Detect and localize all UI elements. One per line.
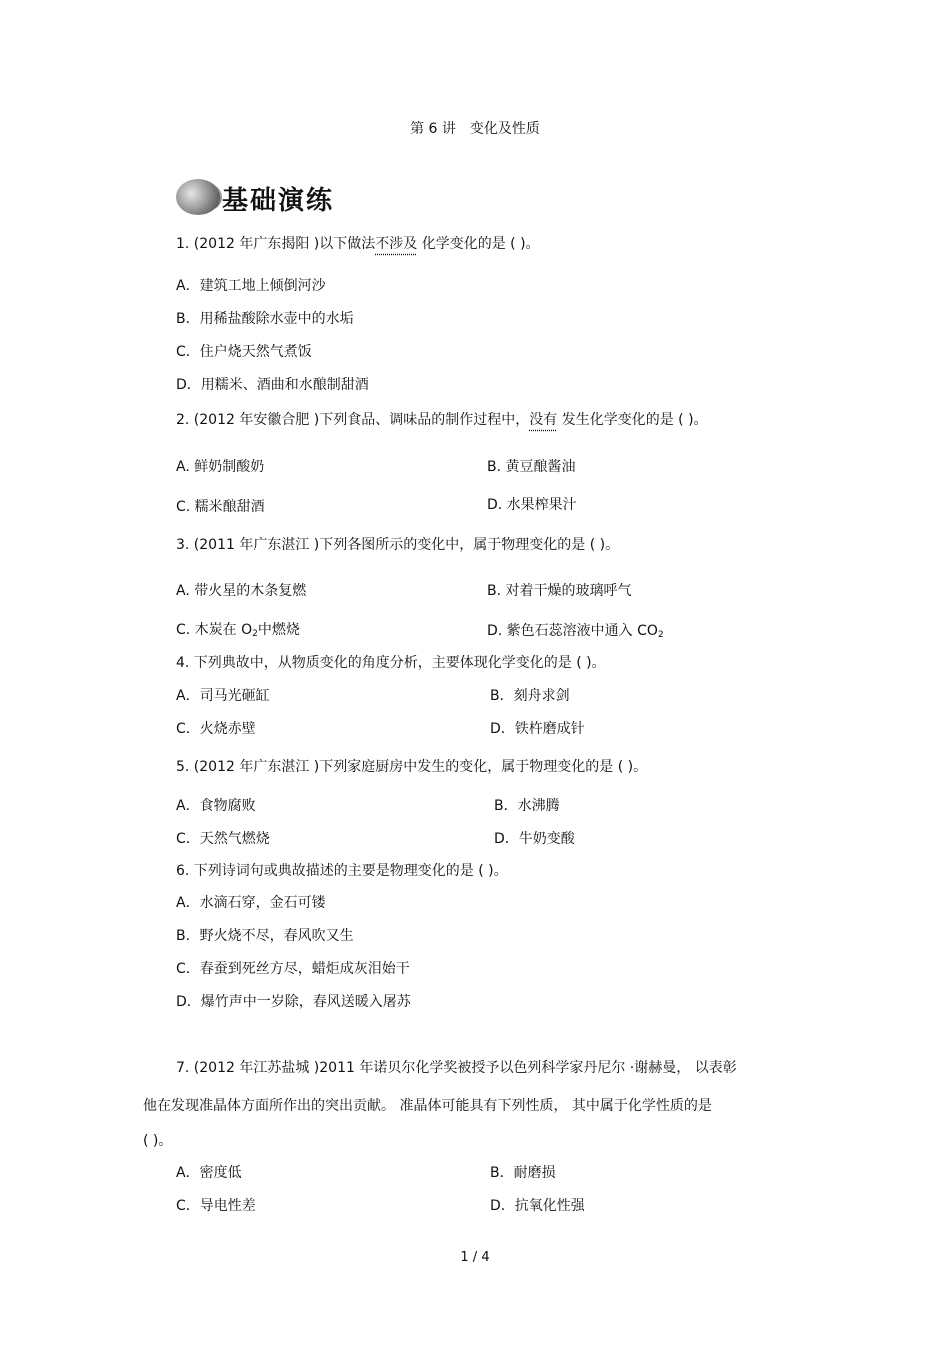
question-2-stem: [176, 409, 708, 429]
question-2-option-a: A. 鲜奶制酸奶: [176, 459, 265, 475]
banner-title: 基础演练: [222, 186, 335, 216]
subscript: 2: [657, 630, 664, 640]
question-7-option-d: D．抗氧化性强: [490, 1198, 585, 1214]
subscript: 2: [252, 629, 258, 639]
question-4-option-c: C．火烧赤壁: [176, 721, 256, 737]
question-5-option-a: A．食物腐败: [176, 798, 256, 814]
question-1-stem: [176, 233, 540, 253]
question-7-stem-line-3: ( )。: [143, 1133, 173, 1149]
question-5-option-d: D．牛奶变酸: [494, 831, 575, 847]
question-7-option-b: B．耐磨损: [490, 1165, 556, 1181]
question-7-option-c: C．导电性差: [176, 1198, 256, 1214]
question-5-stem: 5. (2012 年广东湛江 )下列家庭厨房中发生的变化，属于物理变化的是 ( )。: [176, 759, 648, 775]
question-3-option-c: [176, 619, 300, 639]
question-2-option-d: D. 水果榨果汁: [487, 497, 577, 513]
question-2-option-c: C. 糯米酿甜酒: [176, 499, 265, 515]
question-1-option-a: A．建筑工地上倾倒河沙: [176, 278, 326, 294]
question-4-option-b: B．刻舟求剑: [490, 688, 570, 704]
banner-circle-icon: [176, 179, 220, 215]
question-7-stem-line-1: 7. (2012 年江苏盐城 )2011 年诺贝尔化学奖被授予以色列科学家丹尼尔 ·谢赫曼， 以表彰: [176, 1060, 737, 1076]
question-3-option-d: [487, 620, 664, 640]
page-title: 第 6 讲 变化及性质: [410, 121, 540, 137]
question-5-option-b: B．水沸腾: [494, 798, 560, 814]
question-6-option-b: B．野火烧不尽，春风吹又生: [176, 928, 354, 944]
question-4-stem: 4. 下列典故中，从物质变化的角度分析，主要体现化学变化的是 ( )。: [176, 655, 606, 671]
question-4-option-a: A．司马光砸缸: [176, 688, 270, 704]
question-1-stem-part: 化学变化的是 ( )。: [417, 236, 540, 252]
question-7-stem-line-2: 他在发现准晶体方面所作出的突出贡献。 准晶体可能具有下列性质， 其中属于化学性质的是: [143, 1098, 712, 1114]
question-6-option-a: A．水滴石穿，金石可镂: [176, 895, 326, 911]
question-1-option-d: D．用糯米、酒曲和水酿制甜酒: [176, 377, 369, 393]
question-1-stem-part: 1. (2012 年广东揭阳 )以下做法: [176, 236, 376, 252]
question-1-emphasis: 不涉及: [375, 236, 418, 252]
question-4-option-d: D．铁杵磨成针: [490, 721, 585, 737]
question-3-stem: 3. (2011 年广东湛江 )下列各图所示的变化中，属于物理变化的是 ( )。: [176, 537, 620, 553]
question-1-option-b: B．用稀盐酸除水壶中的水垢: [176, 311, 354, 327]
question-2-stem-part: 发生化学变化的是 ( )。: [557, 412, 708, 428]
question-2-emphasis: 没有: [529, 412, 558, 428]
question-3-option-a: A. 带火星的木条复燃: [176, 583, 307, 599]
question-6-stem: 6. 下列诗词句或典故描述的主要是物理变化的是 ( )。: [176, 863, 508, 879]
question-5-option-c: C．天然气燃烧: [176, 831, 270, 847]
question-2-stem-part: 2. (2012 年安徽合肥 )下列食品、调味品的制作过程中，: [176, 412, 530, 428]
question-3-option-b: B. 对着干燥的玻璃呼气: [487, 583, 632, 599]
question-3-option-d-text: D. 紫色石蕊溶液中通入 CO: [487, 623, 658, 639]
question-3-option-c-text: 中燃烧: [257, 622, 300, 638]
question-6-option-d: D．爆竹声中一岁除，春风送暖入屠苏: [176, 994, 411, 1010]
question-2-option-b: B. 黄豆酿酱油: [487, 459, 576, 475]
question-7-option-a: A．密度低: [176, 1165, 242, 1181]
section-banner: [176, 176, 376, 220]
question-6-option-c: C．春蚕到死丝方尽，蜡炬成灰泪始干: [176, 961, 410, 977]
question-1-option-c: C．住户烧天然气煮饭: [176, 344, 312, 360]
question-3-option-c-text: C. 木炭在 O: [176, 622, 253, 638]
page-number: 1 / 4: [460, 1250, 490, 1265]
